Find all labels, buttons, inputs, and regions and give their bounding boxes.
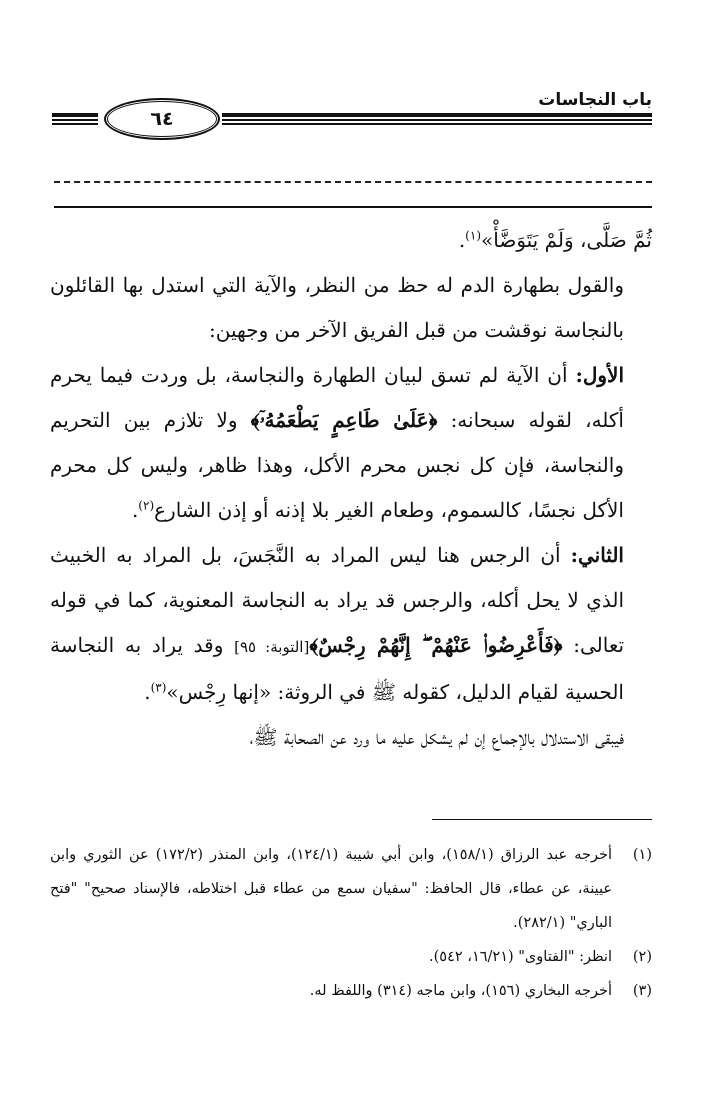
intro-quote: ثُمَّ صَلَّى، وَلَمْ يَتَوَضَّأْ» [481,228,652,252]
point-two-text-b: وقد يراد به النجاسة الحسية لقيام الدليل، كقوله ﷺ في الروثة: «إنها رِجْس» [50,633,624,704]
surah-reference: [التوبة: ٩٥] [234,638,310,656]
footnote-ref-2: (٢) [138,498,155,513]
solid-separator [54,206,652,208]
footnotes [50,838,652,1008]
paragraph-2: الأول: أن الآية لم تسق لبيان الطهارة والنجاسة، بل وردت فيما يحرم أكله، لقوله سبحانه: ﴿عَلَىٰ طَاعِمٍ يَطْعَمُهُۥٓ﴾ ولا تلازم بين التحريم والنجاسة، فإن كل نجس محرم الأكل، وهذا ظاهر، وليس كل محرم الأكل نجسًا، كالسموم، وطعام الغير بلا إذنه أو إذن الشارع$^{(٢)}$. [50,363,625,522]
footnote-ref-1: (١) [465,228,481,243]
page-number-badge [104,98,220,140]
footnote-ref-3: (٣) [150,680,167,695]
point-one-text-b: ولا تلازم بين التحريم والنجاسة، فإن كل نجس محرم الأكل، وهذا ظاهر، وليس كل محرم الأكل نجسًا، كالسموم، وطعام الغير بلا إذنه أو إذن الشارع [50,408,624,522]
footnote-separator [432,819,652,820]
footnote-number: (١) [632,847,652,863]
main-text [50,218,652,760]
quran-verse-1: ﴿عَلَىٰ طَاعِمٍ يَطْعَمُهُۥٓ﴾ [250,408,438,432]
footnote-text: أخرجه عبد الرزاق (١٥٨/١)، وابن أبي شيبة (١٢٤/١)، وابن المنذر (١٧٢/٢) عن الثوري وابن عيينة، عن عطاء، قال الحافظ: "سفيان سمع من عطاء قبل اختلاطه، فالإسناد صحيح" "فتح الباري" (٢٨٢/١). [50,847,612,931]
paragraph-1: والقول بطهارة الدم له حظ من النظر، والآية التي استدل بها القائلون بالنجاسة نوقشت من قبل الفريق الآخر من وجهين: [50,273,624,342]
quran-verse-2: ﴿فَأَعْرِضُوا۟ عَنْهُمْ ۖ إِنَّهُمْ رِجْسٌ﴾ [309,633,563,657]
header-rule-right [222,113,652,125]
chapter-title: باب النجاسات [538,90,652,110]
point-one-label: الأول: [575,363,625,387]
dashed-separator [54,181,652,183]
point-two-text-a: أن الرجس هنا ليس المراد به النَّجَسَ، بل المراد به الخبيث الذي لا يحل أكله، والرجس قد يراد به النجاسة المعنوية، كما في قوله تعالى: [50,543,625,657]
footnote-text: انظر: "الفتاوى" (١٦/٢١، ٥٤٢). [429,949,612,965]
page-header [52,84,652,154]
footnote-1 [50,838,652,940]
footnote-text: أخرجه البخاري (١٥٦)، وابن ماجه (٣١٤) واللفظ له. [309,983,612,999]
paragraph-4: فيبقى الاستدلال بالإجماع إن لم يشكل عليه ما ورد عن الصحابة ﷺ، [249,725,624,749]
footnote-2 [50,940,652,974]
page-number: ٦٤ [150,108,174,130]
header-rule-left [52,113,98,125]
point-one-text-a: أن الآية لم تسق لبيان الطهارة والنجاسة، بل وردت فيما يحرم أكله، لقوله سبحانه: [50,363,624,432]
paragraph-3: الثاني: أن الرجس هنا ليس المراد به النَّجَسَ، بل المراد به الخبيث الذي لا يحل أكله، والرجس قد يراد به النجاسة المعنوية، كما في قوله تعالى: ﴿فَأَعْرِضُوا۟ عَنْهُمْ ۖ إِنَّهُمْ رِجْسٌ﴾[التوبة: ٩٥] وقد يراد به النجاسة الحسية لقيام الدليل، كقوله ﷺ في الروثة: «إنها رِجْس»$^{(٣)}$. [50,543,625,704]
intro-line: ثُمَّ صَلَّى، وَلَمْ يَتَوَضَّأْ»$^{(١)}$. [458,228,652,252]
footnote-3 [50,974,652,1008]
point-two-label: الثاني: [570,543,624,567]
footnote-number: (٢) [632,949,652,965]
footnote-number: (٣) [632,983,652,999]
